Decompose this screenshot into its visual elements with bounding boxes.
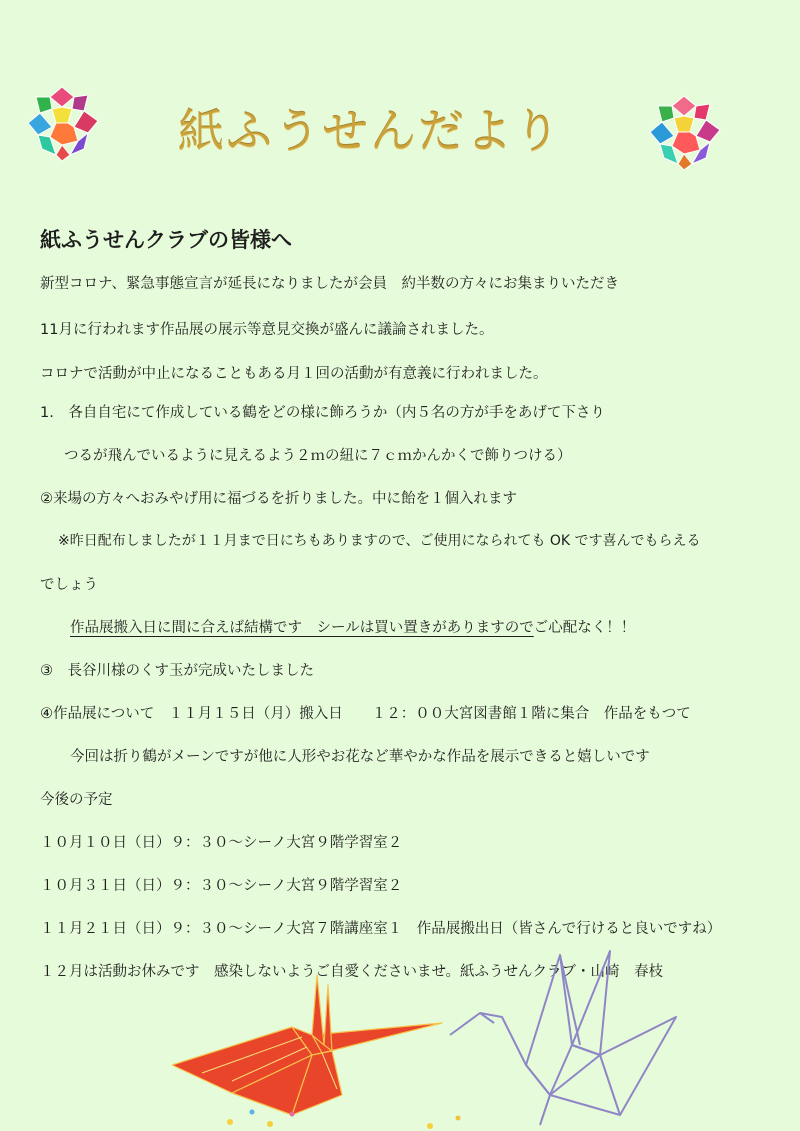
list-item-continuation: つるが飛んでいるように見えるよう２ｍの紐に７ｃｍかんかくで飾りつける） [64, 448, 572, 464]
schedule-item: １０月３１日（日）９：３０～シーノ大宮９階学習室２ [40, 878, 403, 894]
note-line-continuation: でしょう [40, 577, 98, 593]
list-item: ③ 長谷川様のくす玉が完成いたしました [40, 663, 314, 679]
schedule-heading: 今後の予定 [40, 792, 113, 808]
page-title: 紙ふうせんだより [178, 104, 562, 158]
schedule-item: １１月２１日（日）９：３０～シーノ大宮７階講座室１ 作品展搬出日（皆さんで行けると良いですね） [40, 921, 722, 937]
list-item: ②来場の方々へおみやげ用に福づるを折りました。中に飴を１個入れます [40, 491, 517, 507]
body-line: 11月に行われます作品展の展示等意見交換が盛んに議論されました。 [40, 322, 494, 338]
note-exclamation: ご心配なく！！ [533, 620, 636, 636]
letter-heading: 紙ふうせんクラブの皆様へ [40, 228, 292, 252]
underlined-text: 作品展搬入日に間に合えば結構です シールは買い置きがありますので [70, 620, 534, 636]
underlined-note [58, 616, 635, 637]
schedule-item: １０月１０日（日）９：３０～シーノ大宮９階学習室２ [40, 835, 403, 851]
list-item: 1. 各自自宅にて作成している鶴をどの様に飾ろうか（内５名の方が手をあげて下さり [40, 405, 605, 421]
body-line: 新型コロナ、緊急事態宣言が延長になりましたが会員 約半数の方々にお集まりいただき [40, 276, 619, 292]
body-line: コロナで活動が中止になることもある月１回の活動が有意義に行われました。 [40, 366, 548, 382]
list-item-continuation: 今回は折り鶴がメーンですが他に人形やお花など華やかな作品を展示できると嬉しいです [70, 749, 650, 765]
note-line: ※昨日配布しましたが１１月まで日にちもありますので、ご使用になられても OK です喜んでもらえる [58, 533, 701, 549]
sparkle-decoration-icon [200, 1100, 500, 1131]
list-item: ④作品展について １１月１５日（月）搬入日 １２：００大宮図書館１階に集合 作品をもつて [40, 706, 691, 722]
closing-line: １２月は活動お休みです 感染しないようご自愛くださいませ。紙ふうせんクラブ・山崎 春枝 [40, 964, 664, 980]
